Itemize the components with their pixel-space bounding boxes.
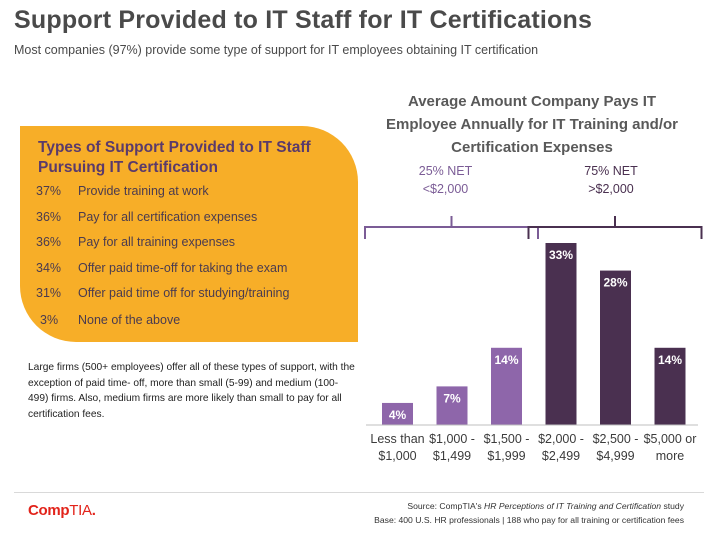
bar-chart bbox=[360, 150, 710, 470]
support-item-label: None of the above bbox=[78, 313, 181, 327]
group-bracket bbox=[365, 216, 538, 239]
logo-text-accent: TIA bbox=[69, 502, 92, 519]
page-title: Support Provided to IT Staff for IT Certifications bbox=[14, 6, 593, 34]
base-line: Base: 400 U.S. HR professionals | 188 who pay for all training or certification fees bbox=[374, 515, 684, 525]
data-label: 33% bbox=[548, 248, 574, 262]
support-item-label: Pay for all certification expenses bbox=[78, 210, 258, 224]
source-title: HR Perceptions of IT Training and Certification bbox=[484, 501, 662, 511]
data-label: 14% bbox=[494, 352, 519, 367]
support-item-label: Offer paid time off for studying/training bbox=[78, 286, 290, 300]
support-item-label: Pay for all training expenses bbox=[78, 235, 236, 249]
support-item-percent: 36% bbox=[36, 210, 62, 224]
data-label: 4% bbox=[388, 407, 407, 422]
group-bracket bbox=[529, 216, 702, 239]
source-prefix: Source: CompTIA's bbox=[407, 501, 485, 511]
chart-title: Average Amount Company Pays IT Employee Annually for IT Training and/or Certification Expenses bbox=[386, 93, 678, 156]
group-label: 25% NET bbox=[418, 164, 473, 178]
support-item-percent: 36% bbox=[36, 235, 62, 249]
support-item-label: Provide training at work bbox=[78, 184, 209, 198]
category-label: $1,000 - bbox=[429, 432, 475, 446]
comptia-logo bbox=[28, 502, 96, 519]
logo-text-end: . bbox=[91, 502, 96, 519]
category-label: more bbox=[655, 449, 685, 463]
support-item-percent: 3% bbox=[40, 313, 59, 327]
category-label: $2,500 - bbox=[592, 432, 639, 446]
page-subtitle: Most companies (97%) provide some type of support for IT employees obtaining IT certification bbox=[14, 43, 539, 57]
support-item-percent: 37% bbox=[36, 184, 62, 198]
category-label: $1,999 bbox=[487, 449, 526, 463]
source-citation bbox=[374, 499, 684, 527]
category-label: $1,500 - bbox=[483, 432, 530, 446]
data-label: 14% bbox=[657, 352, 683, 367]
support-item-percent: 34% bbox=[36, 261, 62, 275]
firm-size-note: Large firms (500+ employees) offer all of these types of support, with the exception of paid time- off, more than small (5-99) and medium (100-499) firms. Also, medium firms are more likely than small to pay for all certification fees. bbox=[28, 362, 355, 420]
bar bbox=[600, 271, 631, 425]
group-label: 75% NET bbox=[584, 164, 638, 178]
category-label: Less than bbox=[370, 432, 425, 446]
support-item-percent: 31% bbox=[36, 286, 62, 300]
support-item-label: Offer paid time-off for taking the exam bbox=[78, 261, 288, 275]
support-panel-title: Types of Support Provided to IT Staff Pursuing IT Certification bbox=[38, 139, 311, 176]
group-label: >$2,000 bbox=[588, 182, 634, 196]
data-label: 7% bbox=[443, 391, 461, 406]
footer-divider bbox=[14, 492, 704, 493]
support-types-panel bbox=[20, 126, 358, 342]
category-label: $5,000 or bbox=[643, 432, 697, 446]
data-label: 28% bbox=[603, 275, 628, 290]
category-label: $4,999 bbox=[596, 449, 635, 463]
source-line bbox=[374, 499, 684, 513]
source-suffix: study bbox=[661, 501, 684, 511]
category-label: $1,000 bbox=[378, 449, 417, 463]
category-label: $2,499 bbox=[541, 449, 581, 463]
logo-text-main: Comp bbox=[28, 502, 70, 519]
bar bbox=[546, 243, 577, 425]
category-label: $1,499 bbox=[432, 449, 472, 463]
category-label: $2,000 - bbox=[538, 432, 584, 446]
group-label: <$2,000 bbox=[422, 182, 469, 196]
